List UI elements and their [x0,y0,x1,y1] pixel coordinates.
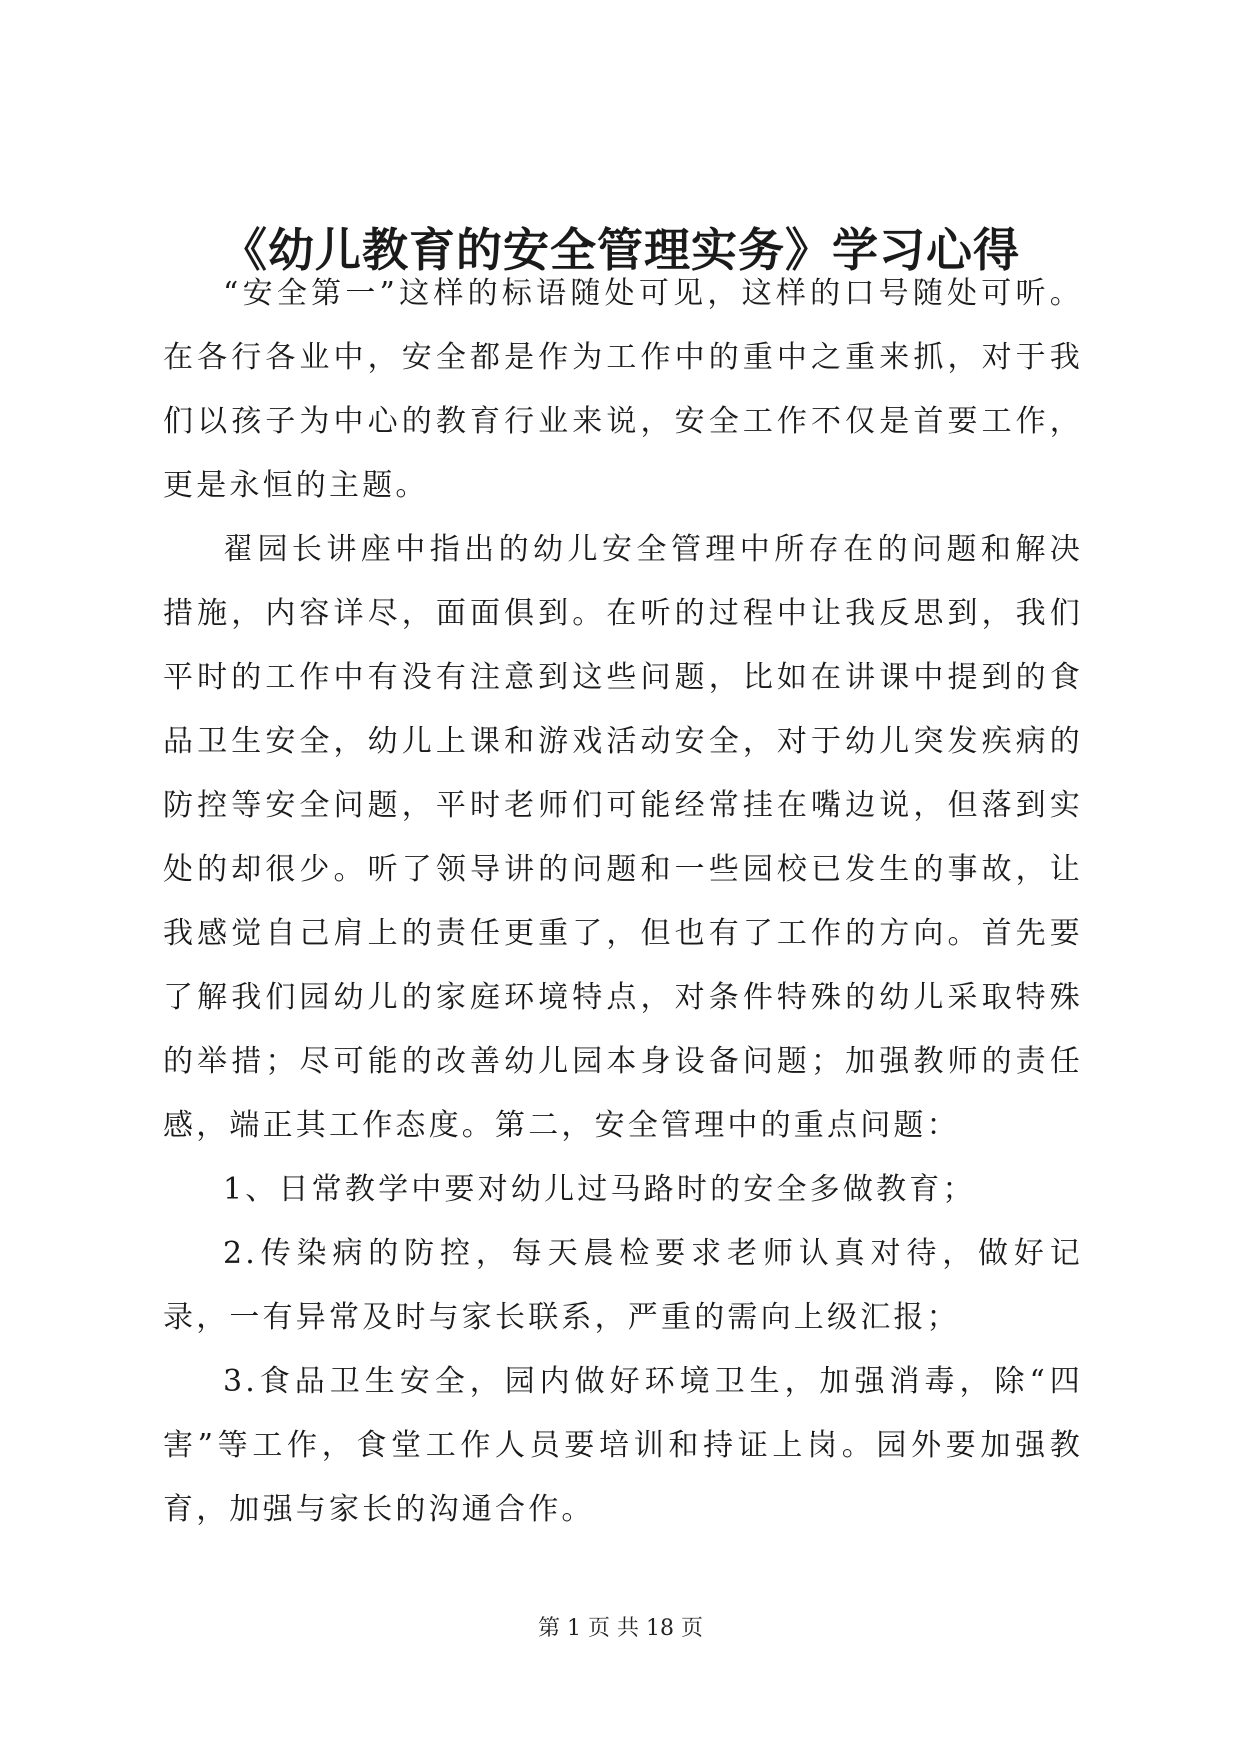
paragraph-lecture-summary: 翟园长讲座中指出的幼儿安全管理中所存在的问题和解决措施，内容详尽，面面俱到。在听的过程中让我反思到，我们平时的工作中有没有注意到这些问题，比如在讲课中提到的食品卫生安全，幼儿上课和游戏活动安全，对于幼儿突发疾病的防控等安全问题，平时老师们可能经常挂在嘴边说，但落到实处的却很少。听了领导讲的问题和一些园校已发生的事故，让我感觉自己肩上的责任更重了，但也有了工作的方向。首先要了解我们园幼儿的家庭环境特点，对条件特殊的幼儿采取特殊的举措；尽可能的改善幼儿园本身设备问题；加强教师的责任感，端正其工作态度。第二，安全管理中的重点问题： [163,532,1083,1143]
document-body [163,262,1083,1542]
paragraph-intro: “安全第一”这样的标语随处可见，这样的口号随处可听。在各行各业中，安全都是作为工作中的重中之重来抓，对于我们以孩子为中心的教育行业来说，安全工作不仅是首要工作，更是永恒的主题。 [163,276,1083,503]
list-item-traffic-safety: 1、日常教学中要对幼儿过马路时的安全多做教育； [223,1172,976,1207]
list-item-food-safety: 3.食品卫生安全，园内做好环境卫生，加强消毒，除“四害”等工作，食堂工作人员要培训和持证上岗。园外要加强教育，加强与家长的沟通合作。 [163,1364,1083,1527]
document-title: 《幼儿教育的安全管理实务》学习心得 [221,223,1020,277]
list-item-disease-control: 2.传染病的防控，每天晨检要求老师认真对待，做好记录，一有异常及时与家长联系，严重的需向上级汇报； [163,1236,1083,1335]
page-number: 第 1 页 共 18 页 [538,1616,703,1641]
